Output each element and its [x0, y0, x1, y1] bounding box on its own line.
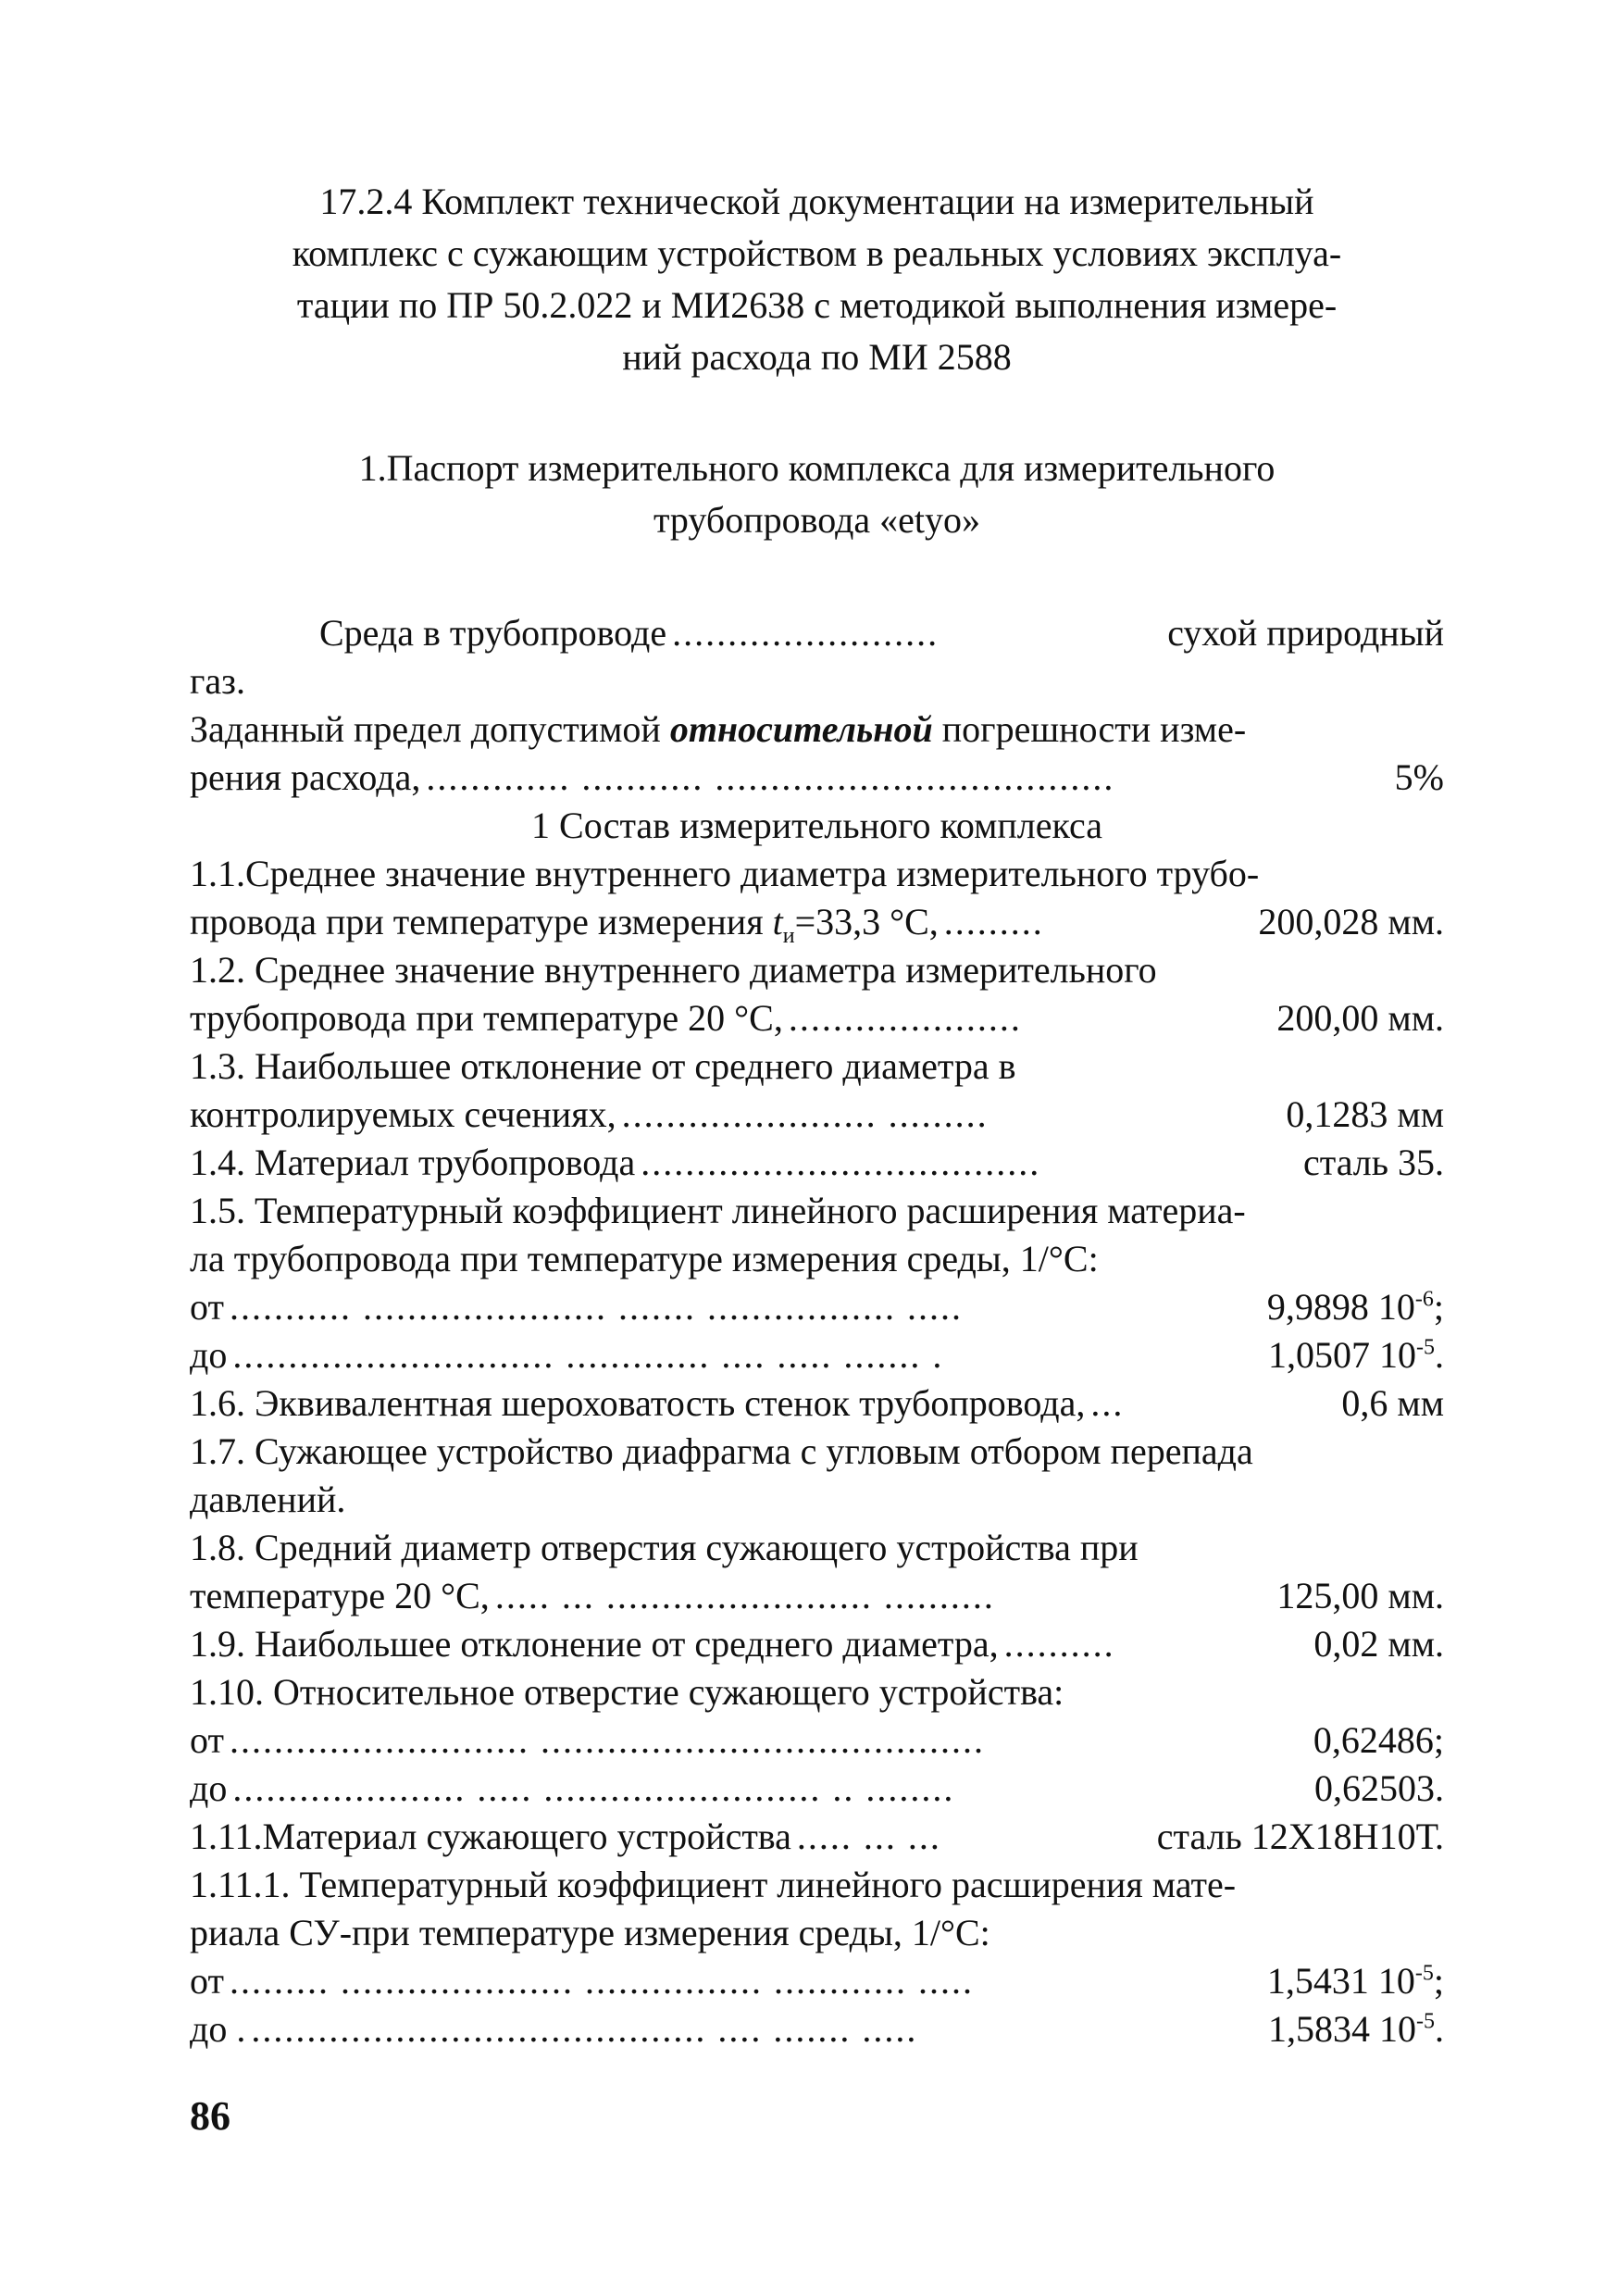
item-1-1-value: 200,028 мм. — [1258, 901, 1444, 942]
dot-leader: ..... ... ... — [796, 1816, 941, 1857]
dot-leader: ......................................... .... ....... ..... — [251, 2008, 918, 2050]
punct: ; — [1433, 1286, 1444, 1328]
dot-leader: ..................... ..... ......................... .. ........ — [232, 1767, 955, 1809]
item-1-6-label: 1.6. Эквивалентная шероховатость стенок трубопровода, — [190, 1382, 1086, 1424]
item-1-9-label: 1.9. Наибольшее отклонение от среднего диаметра, — [190, 1623, 999, 1665]
coef-exponent: -5 — [1416, 2009, 1435, 2034]
dot-leader: ..................... — [788, 997, 1022, 1039]
item-1-3-row — [190, 1091, 1444, 1139]
range-from-label: от — [190, 1960, 224, 2002]
range-from-label: от — [190, 1286, 224, 1328]
item-1-5-from-value — [1267, 1283, 1444, 1331]
item-1-8-line: 1.8. Средний диаметр отверстия сужающего устройства при — [190, 1527, 1139, 1568]
item-1-3-label: контролируемых сечениях, — [190, 1093, 616, 1135]
item-1-7-line: 1.7. Сужающее устройство диафрагма с угловым отбором перепада — [190, 1430, 1253, 1472]
medium-value: сухой природный — [1167, 612, 1444, 654]
error-limit-row — [190, 754, 1444, 802]
dot-leader: .................................... — [641, 1142, 1041, 1183]
item-1-11-value: сталь 12Х18Н10Т. — [1156, 1816, 1444, 1857]
medium-row — [190, 609, 1444, 657]
item-1-8-row — [190, 1572, 1444, 1620]
item-1-11-1-from-row — [190, 1957, 1444, 2005]
page-number: 86 — [190, 2093, 230, 2139]
item-1-9-row — [190, 1620, 1444, 1668]
error-limit-pre: Заданный предел допустимой — [190, 708, 670, 750]
item-1-2-line: 1.2. Среднее значение внутреннего диаметра измерительного — [190, 949, 1157, 991]
item-1-11-1-to-value — [1268, 2005, 1444, 2053]
document-page — [190, 176, 1444, 2053]
item-1-1-row — [190, 898, 1444, 946]
dot-leader: ......... ..................... ................ ............ ..... — [229, 1960, 974, 2002]
medium-label: Среда в трубопроводе — [319, 612, 667, 654]
dot-leader: .......... — [1003, 1623, 1115, 1665]
item-1-10-from-value: 0,62486; — [1313, 1719, 1444, 1761]
medium-continuation: газ. — [190, 660, 245, 702]
dot-leader: ........................... ........................................ — [229, 1719, 985, 1761]
passport-title-line: трубопровода «etyo» — [653, 499, 981, 541]
coef-exponent: -6 — [1414, 1287, 1434, 1312]
item-1-11-1-line: риала СУ-при температуре измерения среды, 1/°С: — [190, 1912, 990, 1953]
dot-leader: ....................... ......... — [621, 1093, 989, 1135]
item-1-3-line: 1.3. Наибольшее отклонение от среднего диаметра в — [190, 1045, 1016, 1087]
passport-title — [190, 443, 1444, 546]
section-title: 1 Состав измерительного комплекса — [531, 805, 1102, 846]
temp-symbol: t — [772, 901, 783, 942]
item-1-8-value: 125,00 мм. — [1276, 1575, 1444, 1616]
item-1-5-to-value — [1268, 1331, 1444, 1379]
heading-line: комплекс с сужающим устройством в реальных условиях эксплуа- — [292, 232, 1342, 274]
dot-leader: ..... ... ........................ .......... — [494, 1575, 995, 1616]
error-limit-value: 5% — [1394, 756, 1444, 798]
punct: ; — [1433, 1960, 1444, 2002]
dot-leader: ... — [1090, 1382, 1125, 1424]
dot-leader: ........... ...................... ....... ................. ..... — [229, 1286, 963, 1328]
item-1-11-1-to-row — [190, 2005, 1444, 2053]
coef-mantissa: 1,5834 10 — [1268, 2008, 1416, 2050]
dot-leader: ............................. ............. .... ..... ....... . — [232, 1334, 944, 1376]
punct: . — [1435, 1334, 1444, 1376]
dot-leader: ........................ — [672, 612, 940, 654]
item-1-5-line: ла трубопровода при температуре измерения среды, 1/°С: — [190, 1238, 1099, 1279]
item-1-4-row — [190, 1139, 1444, 1187]
item-1-10-to-row — [190, 1765, 1444, 1813]
item-1-2-row — [190, 994, 1444, 1042]
error-limit-line — [190, 705, 1444, 754]
item-1-7-line: давлений. — [190, 1479, 346, 1520]
range-to-label: до — [190, 1767, 228, 1809]
punct: . — [1435, 2008, 1444, 2050]
temp-subscript: и — [782, 924, 795, 948]
item-1-1-line: 1.1.Среднее значение внутреннего диаметра измерительного трубо- — [190, 853, 1260, 894]
item-1-1-label — [190, 898, 939, 946]
coef-mantissa: 1,5431 10 — [1266, 1960, 1415, 2002]
section-heading — [190, 176, 1444, 383]
coef-exponent: -5 — [1416, 1335, 1435, 1360]
heading-line: тации по ПР 50.2.022 и МИ2638 с методикой выполнения измере- — [296, 284, 1338, 326]
item-1-2-value: 200,00 мм. — [1276, 997, 1444, 1039]
item-1-2-label: трубопровода при температуре 20 °С, — [190, 997, 783, 1039]
item-1-3-value: 0,1283 мм — [1286, 1093, 1444, 1135]
range-from-label: от — [190, 1719, 224, 1761]
heading-line: 17.2.4 Комплект технической документации на измерительный — [319, 181, 1314, 222]
item-1-10-to-value: 0,62503. — [1314, 1767, 1444, 1809]
item-1-10-line: 1.10. Относительное отверстие сужающего устройства: — [190, 1671, 1064, 1713]
coef-exponent: -5 — [1414, 1961, 1434, 1986]
item-1-6-row — [190, 1379, 1444, 1428]
coef-mantissa: 1,0507 10 — [1268, 1334, 1416, 1376]
item-1-6-value: 0,6 мм — [1341, 1382, 1444, 1424]
dot-leader: ............. ........... .................................... — [426, 756, 1115, 798]
heading-line: ний расхода по МИ 2588 — [622, 336, 1012, 378]
item-1-5-line: 1.5. Температурный коэффициент линейного расширения материа- — [190, 1190, 1246, 1231]
item-1-1-label-text: провода при температуре измерения — [190, 901, 773, 942]
error-limit-emphasis: относительной — [669, 708, 933, 750]
item-1-11-1-from-value — [1267, 1957, 1444, 2005]
item-1-4-label: 1.4. Материал трубопровода — [190, 1142, 636, 1183]
item-1-4-value: сталь 35. — [1302, 1142, 1444, 1183]
range-to-label: до . — [190, 2008, 246, 2050]
item-1-9-value: 0,02 мм. — [1313, 1623, 1444, 1665]
item-1-5-to-row — [190, 1331, 1444, 1379]
coef-mantissa: 9,9898 10 — [1266, 1286, 1415, 1328]
item-1-11-row — [190, 1813, 1444, 1861]
passport-title-line: 1.Паспорт измерительного комплекса для измерительного — [358, 447, 1276, 489]
item-1-5-from-row — [190, 1283, 1444, 1331]
range-to-label: до — [190, 1334, 228, 1376]
error-limit-post: погрешности изме- — [932, 708, 1247, 750]
item-1-11-label: 1.11.Материал сужающего устройства — [190, 1816, 791, 1857]
item-1-1-label-post: =33,3 °С, — [794, 901, 939, 942]
dot-leader: ......... — [943, 901, 1044, 942]
item-1-8-label: температуре 20 °С, — [190, 1575, 490, 1616]
item-1-11-1-line: 1.11.1. Температурный коэффициент линейного расширения мате- — [190, 1864, 1237, 1905]
item-1-10-from-row — [190, 1716, 1444, 1765]
error-limit-label: рения расхода, — [190, 756, 421, 798]
